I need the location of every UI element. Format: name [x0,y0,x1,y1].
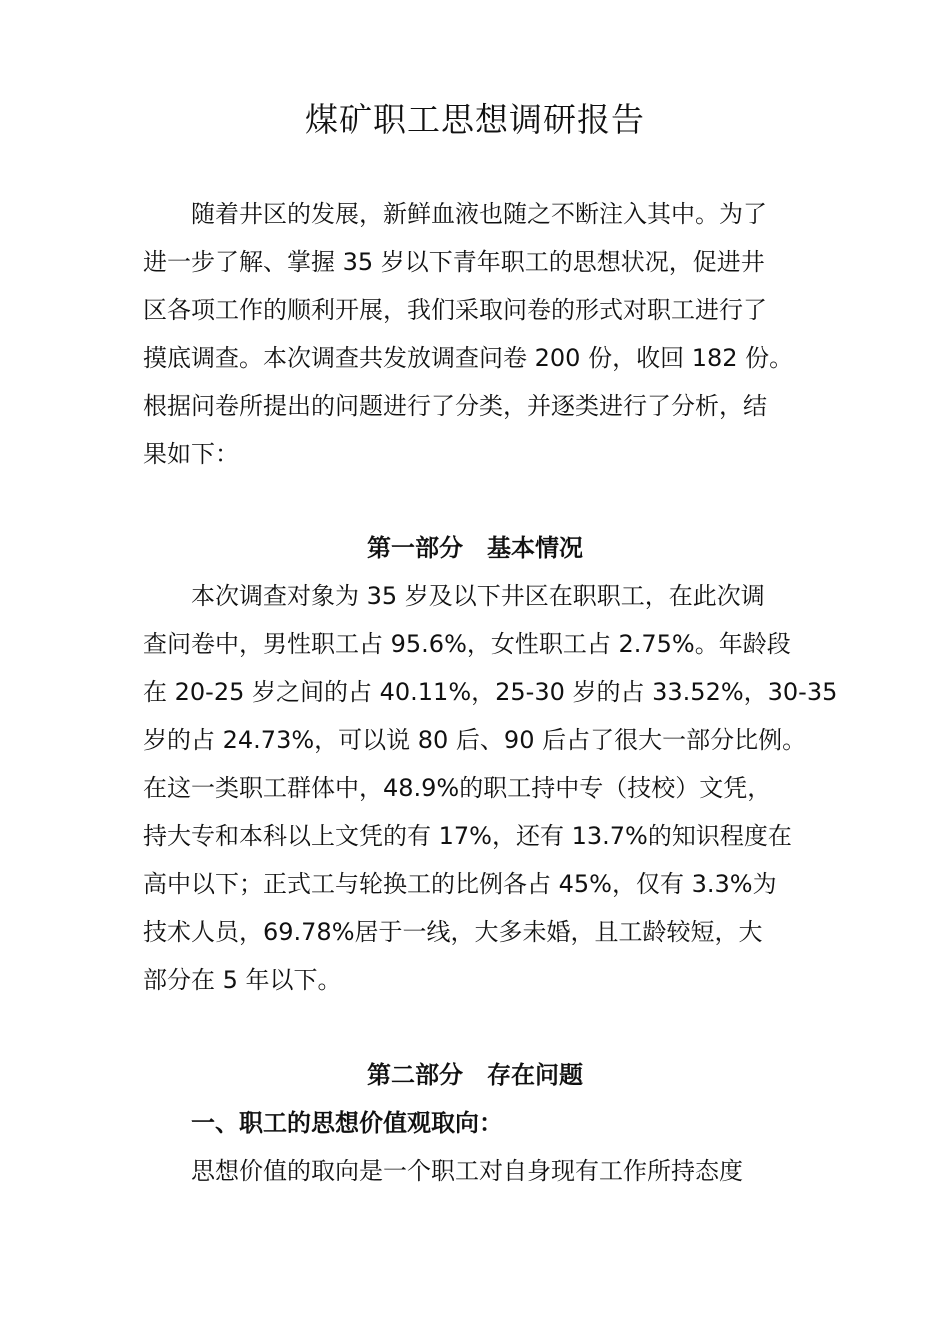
part1-line: 在 20-25 岁之间的占 40.11%，25-30 岁的占 33.52%，30-35 [143,678,838,706]
intro-line: 摸底调查。本次调查共发放调查问卷 200 份，收回 182 份。 [143,344,794,372]
part1-line: 岁的占 24.73%，可以说 80 后、90 后占了很大一部分比例。 [143,726,807,754]
part1-line: 部分在 5 年以下。 [143,966,342,994]
intro-line: 随着井区的发展，新鲜血液也随之不断注入其中。为了 [191,200,767,228]
part1-line: 本次调查对象为 35 岁及以下井区在职职工，在此次调 [191,582,765,610]
part1-paragraph [143,572,838,1004]
part1-line: 高中以下；正式工与轮换工的比例各占 45%，仅有 3.3%为 [143,870,777,898]
part2-line: 思想价值的取向是一个职工对自身现有工作所持态度 [191,1157,743,1185]
part1-line: 技术人员，69.78%居于一线，大多未婚，且工龄较短，大 [143,918,763,946]
intro-line: 果如下： [143,440,239,468]
intro-line: 区各项工作的顺利开展，我们采取问卷的形式对职工进行了 [143,296,767,324]
part1-line: 查问卷中，男性职工占 95.6%，女性职工占 2.75%。年龄段 [143,630,791,658]
part1-line: 在这一类职工群体中，48.9%的职工持中专（技校）文凭， [143,774,772,802]
intro-paragraph [143,190,811,478]
part2-heading: 第二部分 存在问题 [367,1061,583,1089]
part2-paragraph [143,1147,811,1195]
intro-line: 根据问卷所提出的问题进行了分类，并逐类进行了分析，结 [143,392,767,420]
part1-line: 持大专和本科以上文凭的有 17%，还有 13.7%的知识程度在 [143,822,792,850]
document-title: 煤矿职工思想调研报告 [305,100,645,139]
part1-heading: 第一部分 基本情况 [367,534,583,562]
intro-line: 进一步了解、掌握 35 岁以下青年职工的思想状况，促进井 [143,248,765,276]
part2-subheading: 一、职工的思想价值观取向： [191,1109,503,1137]
